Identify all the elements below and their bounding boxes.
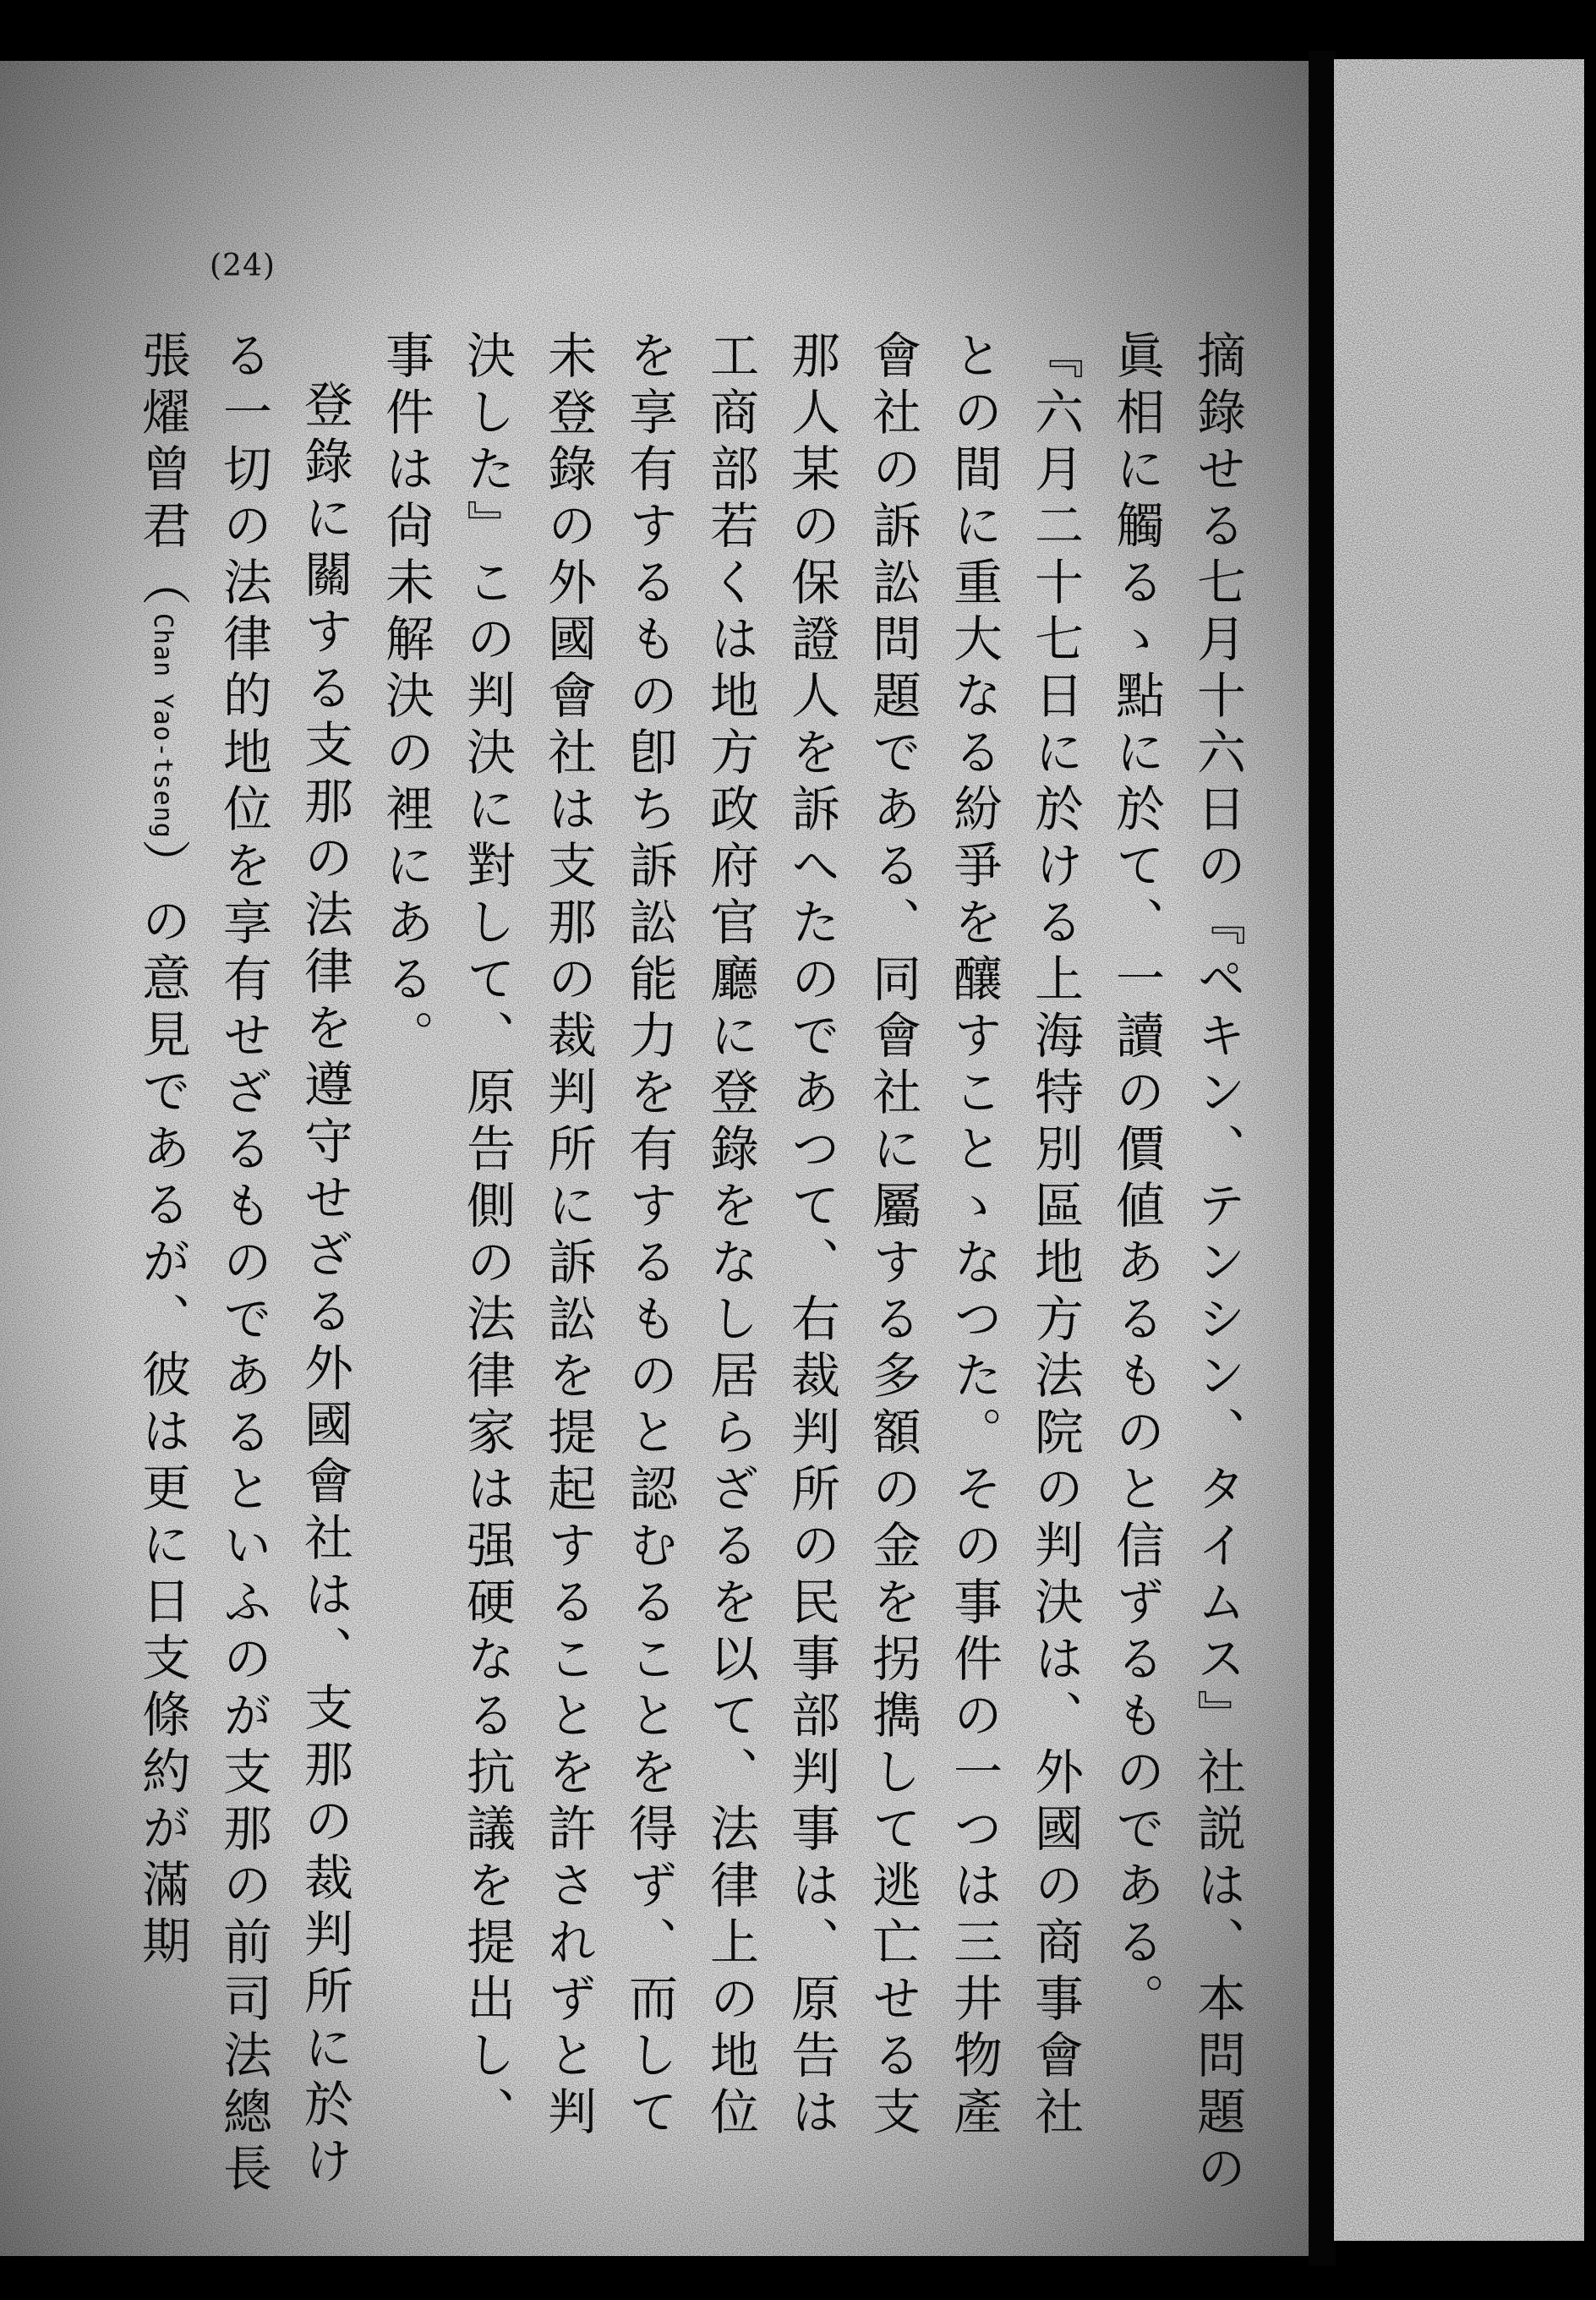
page-number: (24)	[210, 249, 276, 283]
text-line: 那人某の保證人を訴へたのであつて、右裁判所の民事部判事は、原告は	[783, 330, 840, 2143]
text-segment: ）の意見であるが、彼は更に日支條約が滿期	[134, 838, 191, 1972]
text-line: を享有するもの卽ち訴訟能力を有するものと認むることを得ず、而して	[620, 330, 678, 2143]
adjacent-page-edge	[1334, 59, 1584, 2241]
text-line-with-romanization	[122, 330, 203, 2148]
adjacent-page-grain	[1334, 59, 1584, 2241]
text-line: 決した』この判決に對して、原告側の法律家は强硬なる抗議を提出し、	[458, 330, 516, 2143]
book-page	[0, 61, 1309, 2256]
text-line: 工商部若くは地方政府官廳に登錄をなし居らざるを以て、法律上の地位	[702, 330, 759, 2143]
vertical-text-body	[134, 330, 1258, 2199]
text-line: 登錄に關する支那の法律を遵守せざる外國會社は、支那の裁判所に於け	[296, 379, 353, 2192]
text-line: 未登錄の外國會社は支那の裁判所に訴訟を提起することを許されずと判	[539, 330, 597, 2143]
text-line: 事件は尙未解決の裡にある。	[377, 330, 435, 1066]
text-line: 摘錄せる七月十六日の『ペキン、テンシン、タイムス』社説は、本問題の	[1189, 330, 1246, 2199]
text-segment: 張燿曾君（	[134, 330, 191, 613]
text-line: 眞相に觸るゝ點に於て、一讀の價値あるものと信ずるものである。	[1107, 330, 1165, 2029]
romanized-name: Chan Yao-tseng	[148, 613, 178, 839]
text-line: との間に重大なる紛爭を釀すことゝなつた。その事件の一つは三井物產	[945, 330, 1003, 2143]
text-line: る一切の法律的地位を享有せざるものであるといふのが支那の前司法總長	[215, 330, 272, 2199]
text-line: 會社の訴訟問題である、同會社に屬する多額の金を拐擕して逃亡せる支	[864, 330, 921, 2143]
book-gutter	[1309, 51, 1336, 2266]
text-line: 『六月二十七日に於ける上海特別區地方法院の判決は、外國の商事會社	[1026, 330, 1084, 2143]
